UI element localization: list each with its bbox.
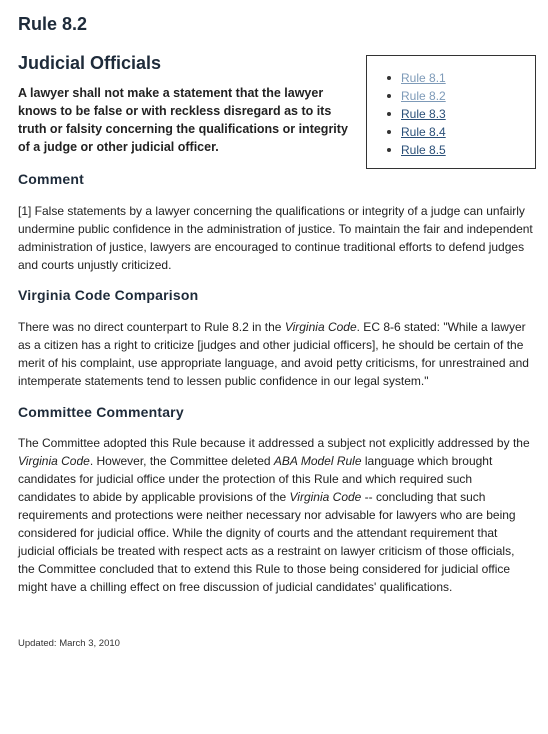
- updated-date: Updated: March 3, 2010: [18, 638, 120, 649]
- nav-link-rule-8-1[interactable]: Rule 8.1: [401, 71, 446, 85]
- rule-number: Rule 8.2: [18, 14, 88, 34]
- nav-link-rule-8-4[interactable]: Rule 8.4: [401, 125, 446, 139]
- text-run: . EC 8-6 stated: "While a lawyer as a citizen has a right to criticize [judges and other judicial officers], he should be certain of the merit of his complaint, use appropriate language, and avoid petty criticisms, for unrestrained and intemperate statements tend to lessen public confidence in our legal system.": [18, 320, 529, 388]
- nav-item-rule-8-5: [401, 141, 446, 159]
- text-run: . However, the Committee deleted: [89, 454, 274, 468]
- nav-item-rule-8-1: [401, 69, 446, 87]
- virginia-comparison-heading: Virginia Code Comparison: [18, 287, 199, 303]
- emphasis-text: Virginia Code: [284, 320, 357, 334]
- emphasis-text: ABA Model Rule: [273, 454, 362, 468]
- nav-item-rule-8-4: [401, 123, 446, 141]
- nav-link-rule-8-5[interactable]: Rule 8.5: [401, 143, 446, 157]
- nav-item-rule-8-2: [401, 87, 446, 105]
- emphasis-text: Virginia Code: [18, 454, 90, 468]
- emphasis-text: Virginia Code: [289, 490, 362, 504]
- committee-commentary-paragraph: [18, 434, 533, 596]
- rule-title: Judicial Officials: [18, 53, 162, 73]
- text-run: language which brought candidates for judicial office under the protection of this Rule and which required such candidates to abide by applicable provisions of the: [18, 454, 493, 504]
- nav-link-rule-8-2[interactable]: Rule 8.2: [401, 89, 446, 103]
- virginia-comparison-paragraph: [18, 318, 533, 390]
- rule-navigation-box: [366, 55, 536, 169]
- nav-item-rule-8-3: [401, 105, 446, 123]
- text-run: There was no direct counterpart to Rule 8.2 in the: [18, 320, 285, 334]
- text-run: -- concluding that such requirements and protections were neither necessary nor advisable for lawyers who are being considered for judicial office. While the dignity of courts and the attendant requirement that judicial officials be treated with respect acts as a restraint on lawyer criticism of those officials, the Committee concluded that to extend this Rule to those being considered for judicial office might have a chilling effect on free discussion of judicial candidates' qualifications.: [18, 490, 516, 594]
- text-run: The Committee adopted this Rule because it addressed a subject not explicitly addressed by the: [18, 436, 530, 450]
- comment-heading: Comment: [18, 171, 84, 187]
- rule-text: A lawyer shall not make a statement that the lawyer knows to be false or with reckless disregard as to its truth or falsity concerning the qualifications or integrity of a judge or other judicial officer.: [18, 86, 348, 154]
- nav-link-rule-8-3[interactable]: Rule 8.3: [401, 107, 446, 121]
- rule-nav-list: [401, 69, 446, 159]
- comment-paragraph: [1] False statements by a lawyer concerning the qualifications or integrity of a judge can unfairly undermine public confidence in the administration of justice. To maintain the fair and independent administration of justice, lawyers are encouraged to continue traditional efforts to defend judges and courts unjustly criticized.: [18, 204, 533, 272]
- committee-commentary-heading: Committee Commentary: [18, 404, 184, 420]
